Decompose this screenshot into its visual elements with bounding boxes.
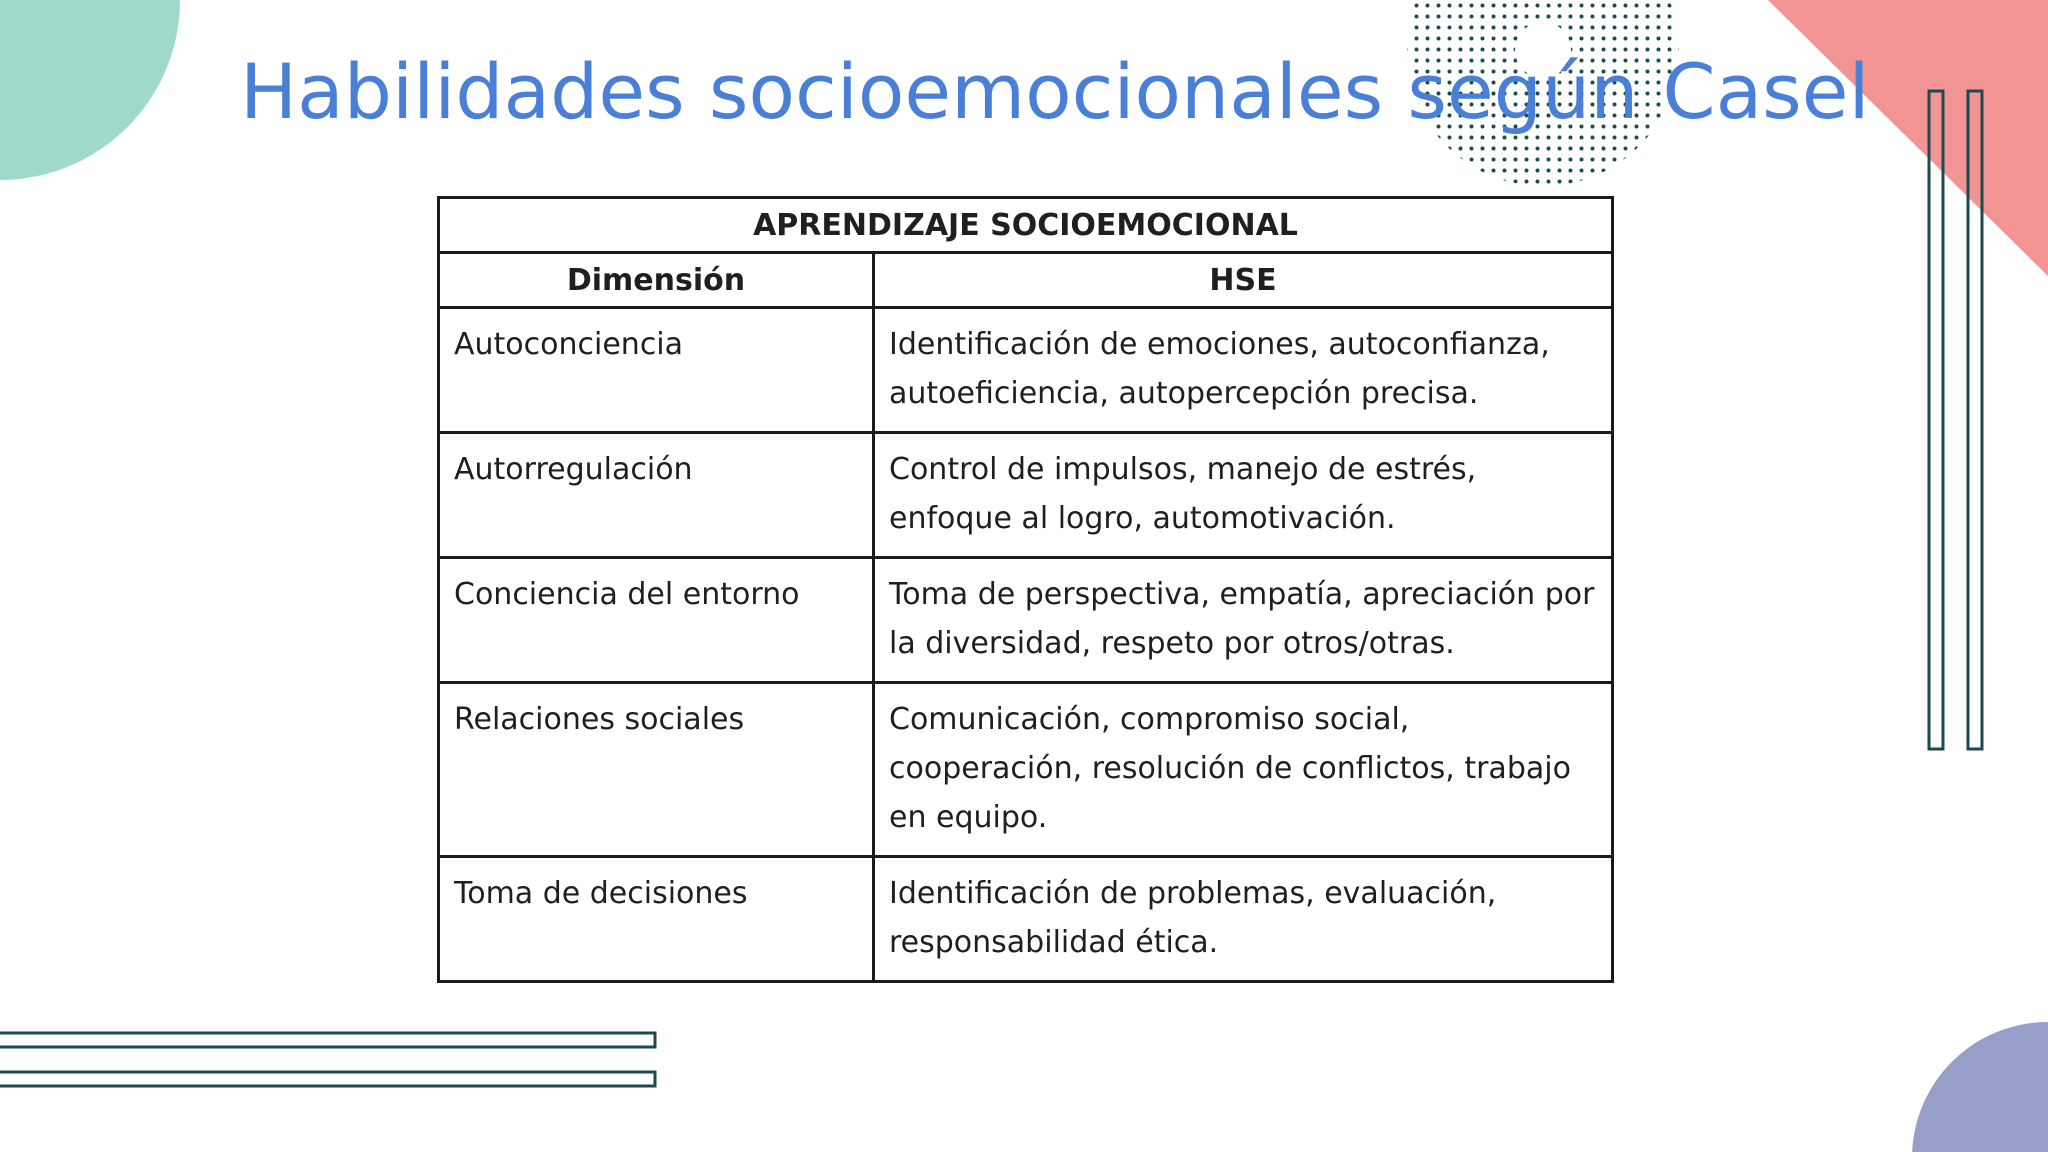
table-row [439, 857, 1613, 982]
hse-cell: Identificación de problemas, evaluación, responsabilidad ética. [874, 857, 1613, 982]
dimension-cell: Autorregulación [439, 433, 874, 558]
vertical-bars-decoration [1924, 88, 1988, 754]
hse-cell: Identificación de emociones, autoconfianza, autoeficiencia, autopercepción precisa. [874, 308, 1613, 433]
horizontal-bars-decoration [0, 1030, 660, 1090]
table-row [439, 433, 1613, 558]
table-row [439, 558, 1613, 683]
hse-table [437, 196, 1614, 983]
hse-cell: Control de impulsos, manejo de estrés, enfoque al logro, automotivación. [874, 433, 1613, 558]
column-header-hse: HSE [874, 253, 1613, 308]
table-caption: APRENDIZAJE SOCIOEMOCIONAL [439, 198, 1613, 253]
slide-title: Habilidades socioemocionales según Casel [240, 47, 1870, 136]
column-header-dimension: Dimensión [439, 253, 874, 308]
teal-circle-decoration [0, 0, 200, 200]
table-header-row [439, 253, 1613, 308]
hse-cell: Toma de perspectiva, empatía, apreciación por la diversidad, respeto por otros/otras. [874, 558, 1613, 683]
table-row [439, 683, 1613, 857]
table-caption-row [439, 198, 1613, 253]
dimension-cell: Conciencia del entorno [439, 558, 874, 683]
table-row [439, 308, 1613, 433]
dimension-cell: Relaciones sociales [439, 683, 874, 857]
dimension-cell: Autoconciencia [439, 308, 874, 433]
lavender-circle-decoration [1908, 1020, 2048, 1152]
hse-cell: Comunicación, compromiso social, cooperación, resolución de conflictos, trabajo en equipo. [874, 683, 1613, 857]
dimension-cell: Toma de decisiones [439, 857, 874, 982]
